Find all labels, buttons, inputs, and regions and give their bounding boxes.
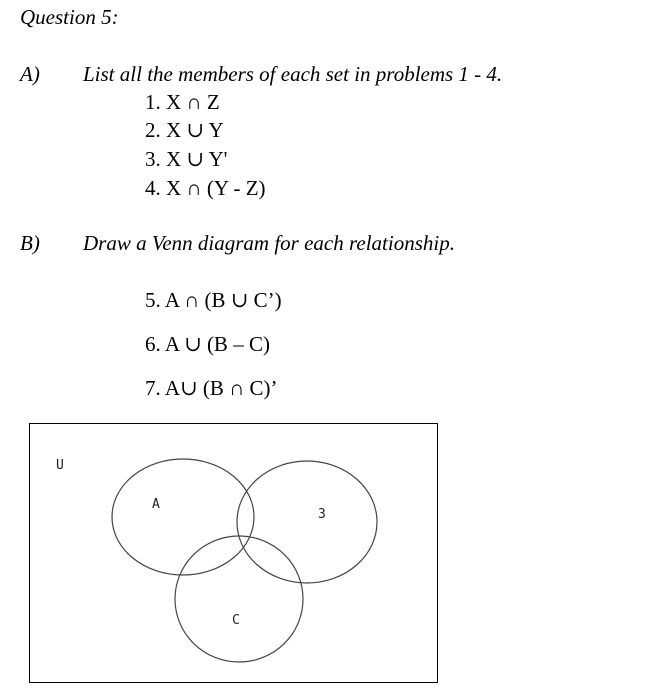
problem-6: 6. A ∪ (B – C) (145, 332, 270, 356)
problem-4: 4. X ∩ (Y - Z) (145, 176, 266, 200)
venn-diagram (29, 423, 438, 683)
universe-label: U (56, 458, 64, 473)
problem-1: 1. X ∩ Z (145, 90, 220, 114)
part-a-instruction: List all the members of each set in problems 1 - 4. (83, 62, 503, 86)
problem-3: 3. X ∪ Y' (145, 147, 228, 171)
set-a-label: A (152, 497, 160, 512)
problem-7: 7. A∪ (B ∩ C)’ (145, 376, 278, 400)
set-a-circle (112, 459, 254, 575)
set-c-circle (175, 536, 303, 662)
part-a-label: A) (20, 62, 40, 86)
set-b-circle (237, 461, 377, 583)
question-title: Question 5: (20, 5, 119, 29)
set-b-label: 3 (318, 507, 326, 522)
problem-5: 5. A ∩ (B ∪ C’) (145, 288, 282, 312)
universe-box (30, 424, 438, 683)
problem-2: 2. X ∪ Y (145, 118, 224, 142)
part-b-label: B) (20, 231, 40, 255)
set-c-label: C (232, 613, 240, 628)
part-b-instruction: Draw a Venn diagram for each relationship. (83, 231, 455, 255)
